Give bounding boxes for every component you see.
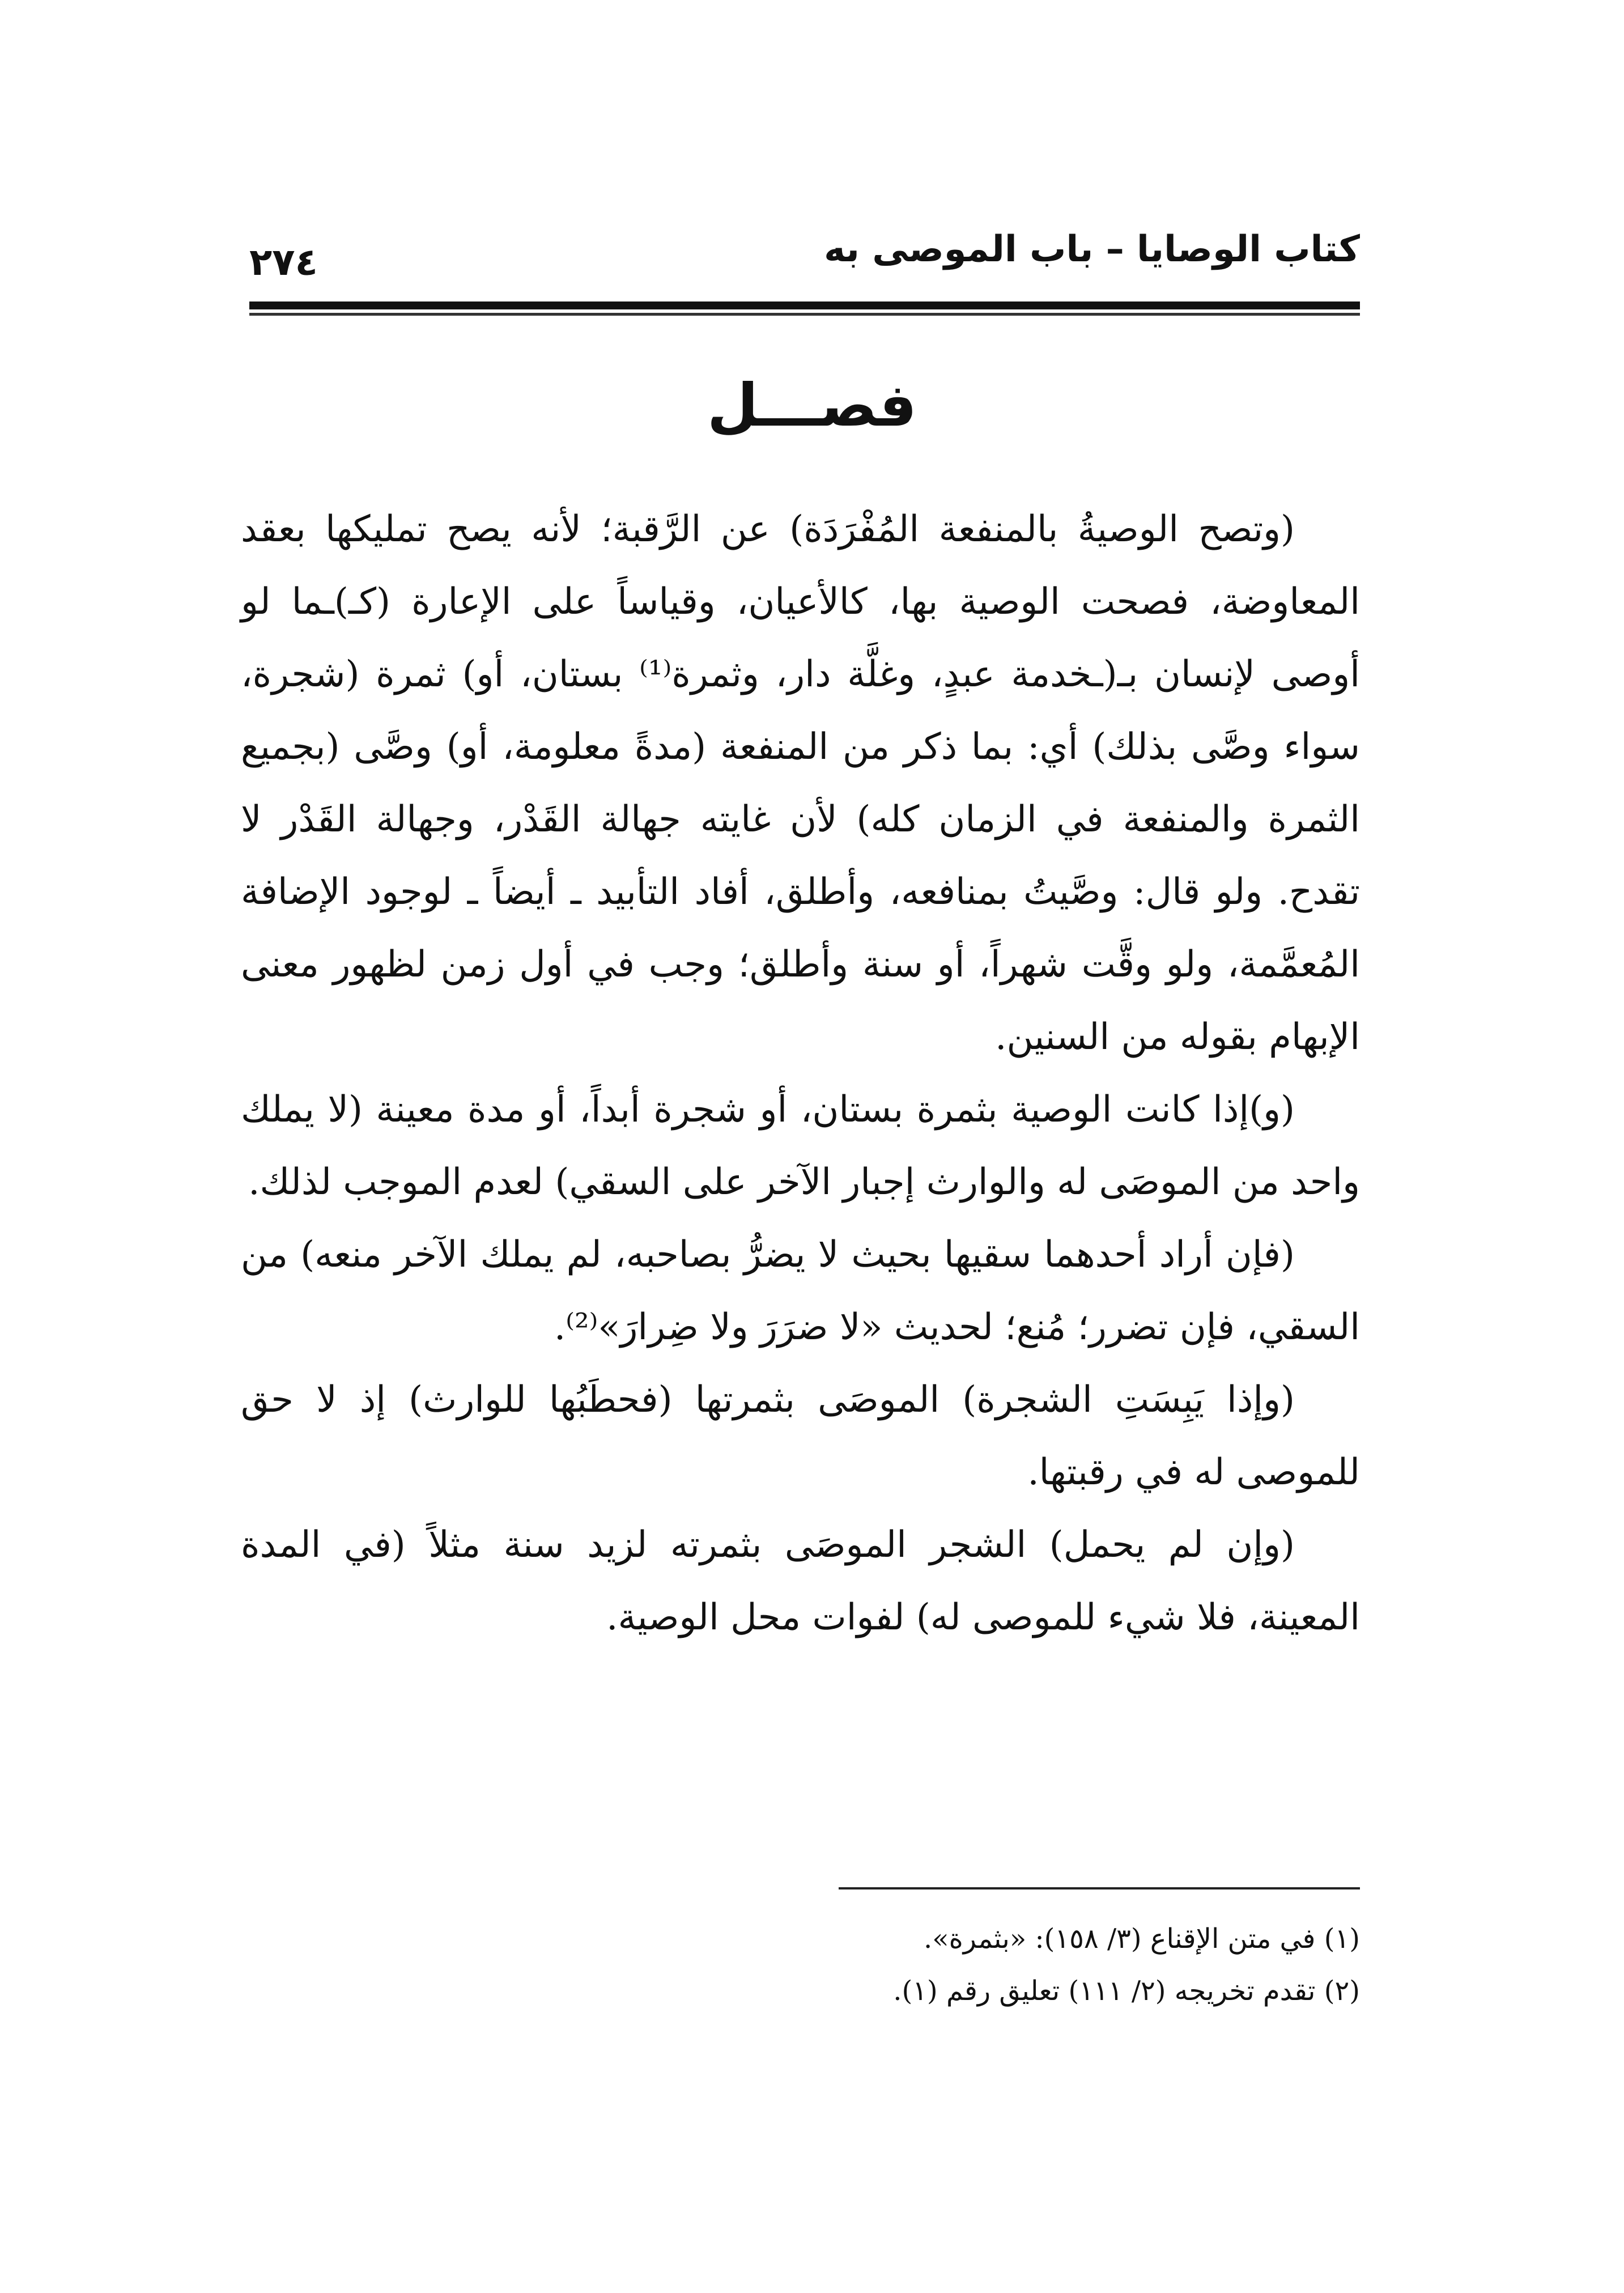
- paragraph: (و)إذا كانت الوصية بثمرة بستان، أو شجرة أبداً، أو مدة معينة (لا يملك واحد من الموصَى له والوارث إجبار الآخر على السقي) لعدم الموجب لذلك.: [241, 1089, 1360, 1203]
- paragraph: (وتصح الوصيةُ بالمنفعة المُفْرَدَة) عن الرَّقبة؛ لأنه يصح تمليكها بعقد المعاوضة، فصحت الوصية بها، كالأعيان، وقياساً على الإعارة (كـ)ـما لو أوصى لإنسان بـ(ـخدمة عبدٍ، وغلَّة دار، وثمرة⁽¹⁾ بستان، أو) ثمرة (شجرة، سواء وصَّى بذلك) أي: بما ذكر من المنفعة (مدةً معلومة، أو) وصَّى (بجميع الثمرة والمنفعة في الزمان كله) لأن غايته جهالة القَدْر، وجهالة القَدْر لا تقدح. ولو قال: وصَّيتُ بمنافعه، وأطلق، أفاد التأبيد ـ أيضاً ـ لوجود الإضافة المُعمَّمة، ولو وقَّت شهراً، أو سنة وأطلق؛ وجب في أول زمن لظهور معنى الإبهام بقوله من السنين.: [241, 508, 1361, 1058]
- footnote: (١) في متن الإقناع (٣/ ١٥٨): «بثمرة».: [923, 1923, 1360, 1955]
- footnote: (٢) تقدم تخريجه (٢/ ١١١) تعليق رقم (١).: [893, 1975, 1360, 2007]
- header-rule-thin: [249, 313, 1360, 316]
- running-title: كتاب الوصايا – باب الموصى به: [824, 228, 1360, 270]
- paragraph: (فإن أراد أحدهما سقيها بحيث لا يضرُّ بصاحبه، لم يملك الآخر منعه) من السقي، فإن تضرر؛ مُنع؛ لحديث «لا ضرَرَ ولا ضِرارَ»⁽²⁾.: [241, 1234, 1360, 1348]
- footnote-separator: [839, 1887, 1360, 1889]
- page-header: [249, 224, 1360, 286]
- paragraph: (وإن لم يحمل) الشجر الموصَى بثمرته لزيد سنة مثلاً (في المدة المعينة، فلا شيء للموصى له) لفوات محل الوصية.: [241, 1524, 1360, 1638]
- section-title: فصـــل: [707, 371, 917, 440]
- page-number: ٢٧٤: [249, 240, 318, 284]
- body-text: [241, 493, 1360, 1654]
- paragraph: (وإذا يَبِسَتِ الشجرة) الموصَى بثمرتها (فحطَبُها للوارث) إذ لا حق للموصى له في رقبتها.: [241, 1379, 1360, 1493]
- header-rule: [249, 302, 1360, 309]
- footnotes: [680, 1913, 1360, 2017]
